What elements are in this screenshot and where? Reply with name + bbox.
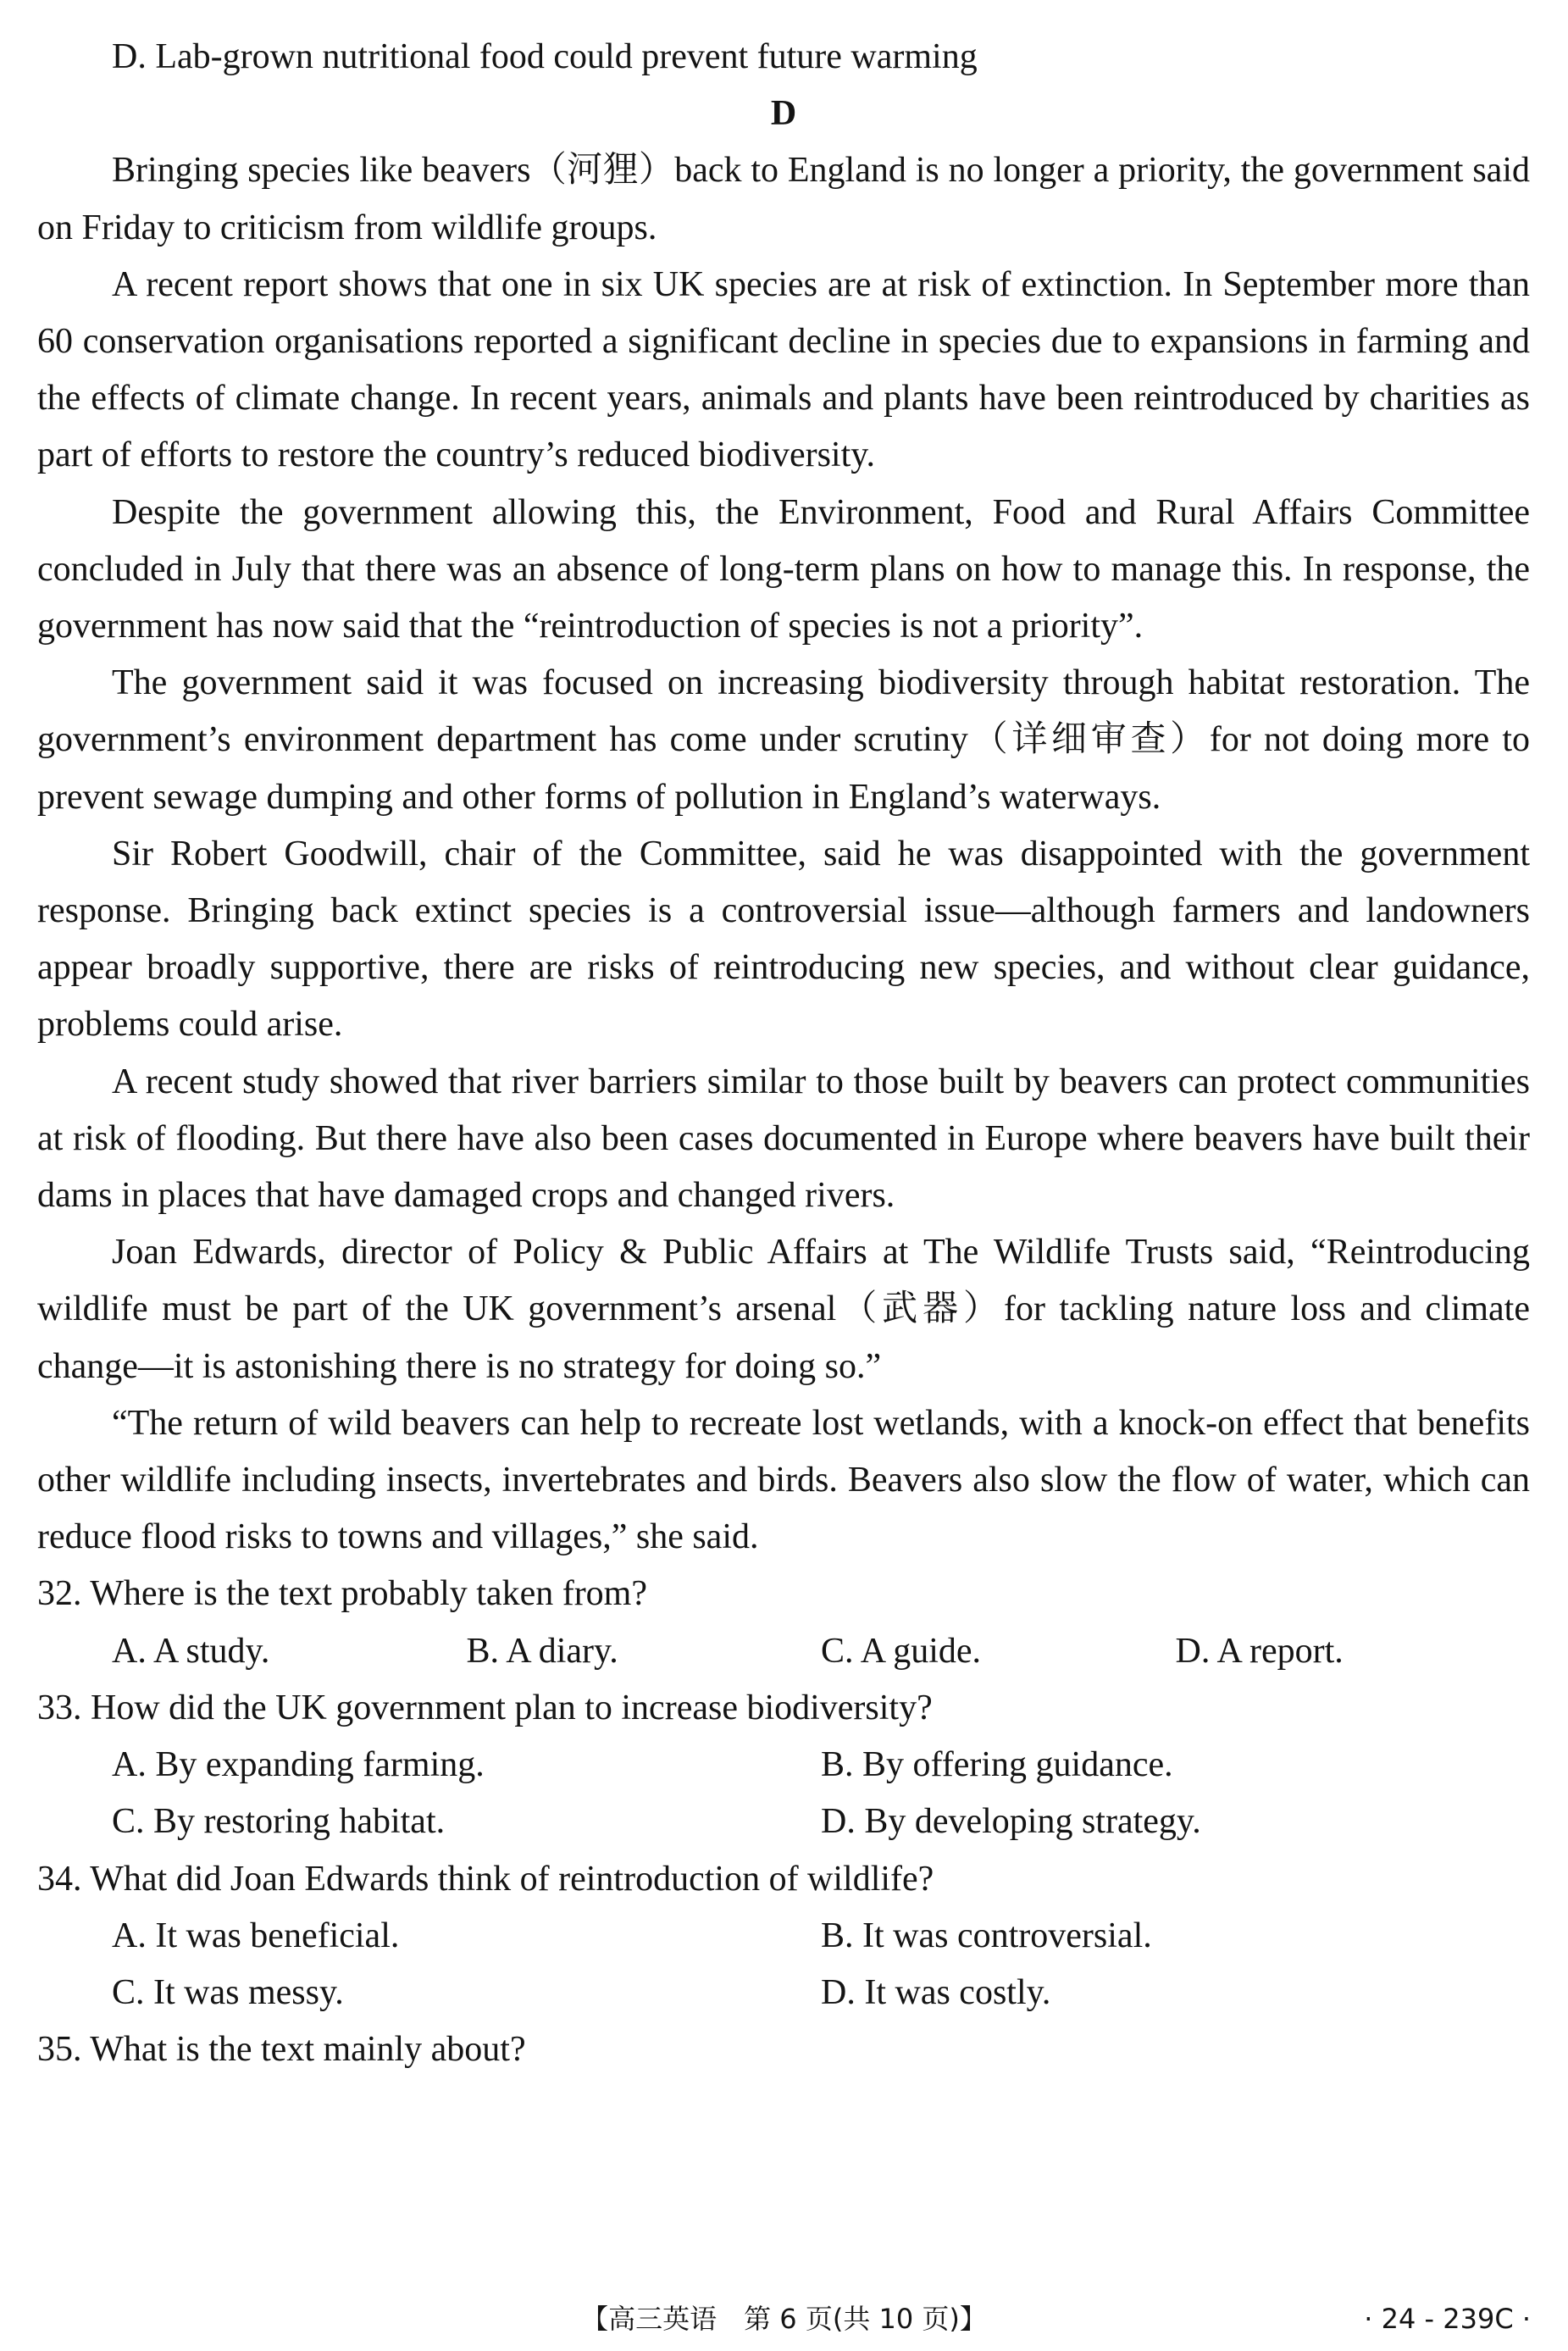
question-33-stem: 33. How did the UK government plan to increase biodiversity? <box>37 1688 933 1727</box>
question-33-options-row-1 <box>37 1737 1530 1794</box>
option-b: B. By offering guidance. <box>821 1745 1173 1785</box>
exam-code: · 24 - 239C · <box>1364 2303 1531 2335</box>
question-32-stem: 32. Where is the text probably taken from? <box>37 1574 647 1614</box>
option-b: B. It was controversial. <box>821 1916 1152 1955</box>
option-c: C. By restoring habitat. <box>112 1802 446 1842</box>
option-c: C. It was messy. <box>112 1972 344 2012</box>
passage-paragraph: Joan Edwards, director of Policy & Public Affairs at The Wildlife Trusts said, “Reintroducing wildlife must be part of the UK government’s arsenal（武器）for tackling nature loss and climate change—it is astonishing there is no strategy for doing so.” <box>37 1233 1530 1386</box>
option-a: A. A study. <box>112 1631 270 1671</box>
question-34-stem: 34. What did Joan Edwards think of reintroduction of wildlife? <box>37 1859 934 1899</box>
passage-paragraph: Bringing species like beavers（河狸）back to England is no longer a priority, the government said on Friday to criticism from wildlife groups. <box>37 151 1530 247</box>
question-34-options-row-2 <box>37 1965 1530 2021</box>
passage-paragraph: A recent report shows that one in six UK species are at risk of extinction. In September more than 60 conservation organisations reported a significant decline in species due to expansions in farming and the effects of climate change. In recent years, animals and plants have been reintroduced by charities as part of efforts to restore the country’s reduced biodiversity. <box>37 264 1530 475</box>
option-a: A. It was beneficial. <box>112 1916 400 1955</box>
passage-paragraph: Despite the government allowing this, the Environment, Food and Rural Affairs Committee concluded in July that there was an absence of long-term plans on how to manage this. In response, the government has now said that the “reintroduction of species is not a priority”. <box>37 492 1530 646</box>
passage-paragraph: “The return of wild beavers can help to recreate lost wetlands, with a knock-on effect that benefits other wildlife including insects, invertebrates and birds. Beavers also slow the flow of water, which can reduce flood risks to towns and villages,” she said. <box>37 1403 1530 1557</box>
page-footer <box>0 2298 1568 2339</box>
option-a: A. By expanding farming. <box>112 1745 485 1785</box>
option-b: B. A diary. <box>466 1631 618 1671</box>
page-number-label: 【高三英语 第 6 页(共 10 页)】 <box>581 2303 987 2335</box>
passage-paragraph: Sir Robert Goodwill, chair of the Committee, said he was disappointed with the government response. Bringing back extinct species is a controversial issue—although farmers and landowners appear broadly supportive, there are risks of reintroducing new species, and without clear guidance, problems could arise. <box>37 834 1530 1045</box>
option-d: D. By developing strategy. <box>821 1802 1201 1842</box>
question-34-options-row-1 <box>37 1908 1530 1965</box>
question-32-options <box>37 1623 1530 1680</box>
option-c: C. A guide. <box>821 1631 982 1671</box>
question-35-stem: 35. What is the text mainly about? <box>37 2030 526 2070</box>
option-d: D. It was costly. <box>821 1972 1051 2012</box>
question-33-options-row-2 <box>37 1794 1530 1850</box>
option-d: D. A report. <box>1175 1631 1344 1671</box>
passage-paragraph: A recent study showed that river barriers similar to those built by beavers can protect communities at risk of flooding. But there have also been cases documented in Europe where beavers have built their dams in places that have damaged crops and changed rivers. <box>37 1062 1530 1216</box>
passage-paragraph: The government said it was focused on increasing biodiversity through habitat restoration. The government’s environment department has come under scrutiny（详细审查）for not doing more to prevent sewage dumping and other forms of pollution in England’s waterways. <box>37 663 1530 817</box>
passage-heading: D <box>770 94 797 134</box>
previous-question-option: D. Lab-grown nutritional food could prevent future warming <box>112 37 978 76</box>
reading-section <box>37 29 1530 2078</box>
